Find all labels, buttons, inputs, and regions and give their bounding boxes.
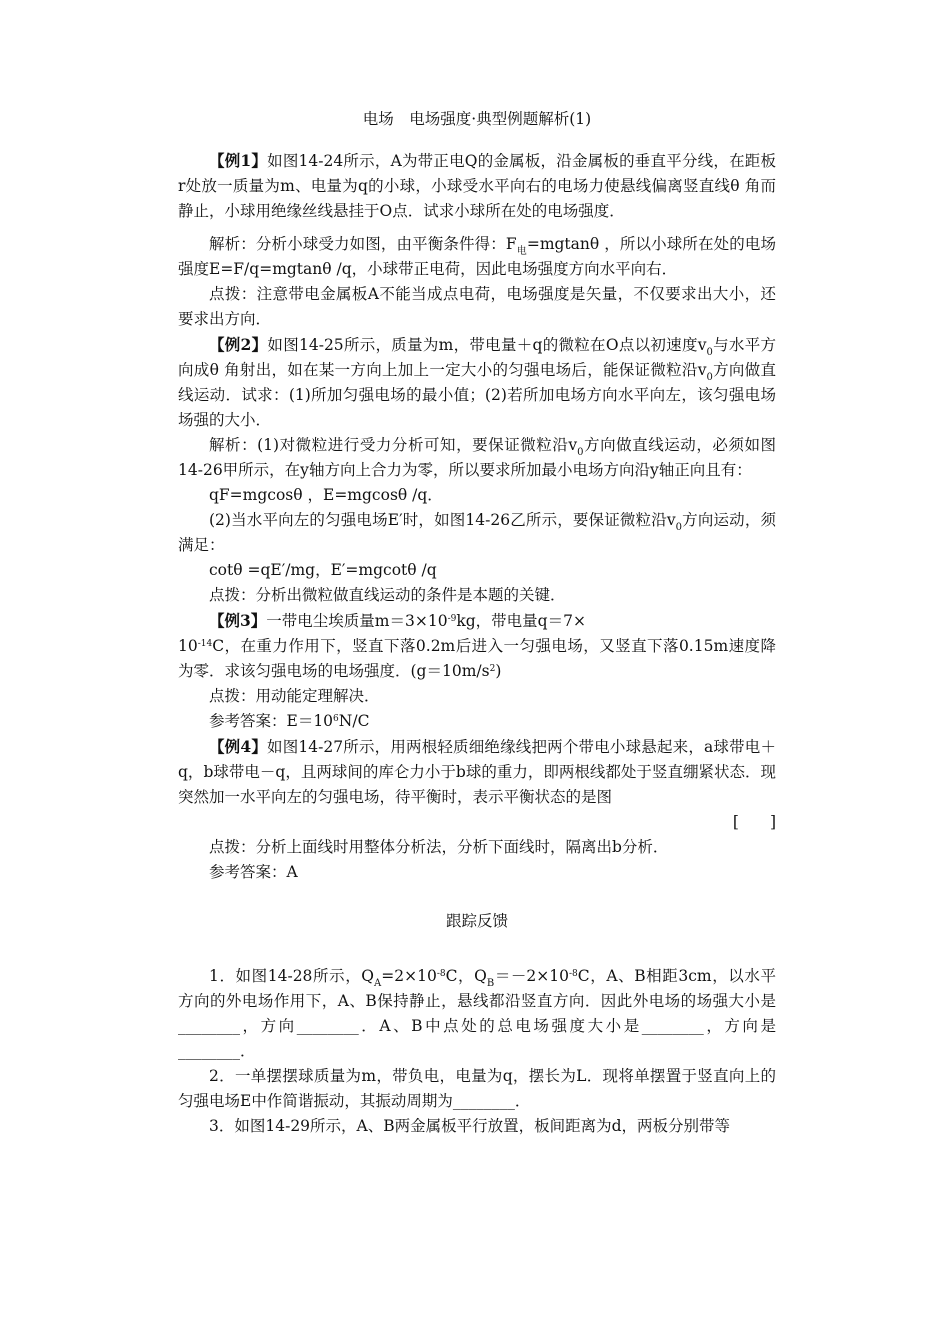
example-1-tip: 点拨：注意带电金属板A不能当成点电荷，电场强度是矢量，不仅要求出大小，还要求出方向． (178, 285, 776, 328)
example-3-problem-line-2 (178, 634, 776, 684)
example-3-answer (178, 709, 776, 734)
feedback-title: 跟踪反馈 (445, 912, 508, 930)
example-2-analysis-2 (178, 508, 776, 558)
document-page (178, 108, 776, 1139)
example-1-analysis-sub: 电 (516, 246, 527, 257)
fq1-e: C，A、B相距3cm，以水平方向的外电场作用下，A、B保持静止，悬线都沿竖直方向．因此外电场的场强大小是________，方向________．A、B中点处的总电场强度大小是________，方向是________． (178, 967, 776, 1060)
example-3-answer-exp: 6 (333, 714, 339, 724)
example-1-analysis-b: =mgtanθ ，所以小球所在处的电场强度E=F/q=mgtanθ /q，小球带正电荷，因此电场强度方向水平向右． (178, 235, 776, 278)
fq1-d: ＝－2×10 (494, 967, 569, 985)
example-3-problem-line-1 (178, 608, 776, 634)
example-2-text-b: 与水平方向成θ 角射出，如在某一方向上加上一定大小的匀强电场后，能保证微粒沿v (178, 336, 776, 379)
fq1-exp-2: -8 (568, 969, 578, 979)
fq1-c: C，Q (445, 967, 487, 985)
example-3-text-b: kg，带电量q＝7× (456, 612, 586, 630)
example-2-text-c: 方向做直线运动．试求：(1)所加匀强电场的最小值；(2)若所加电场方向水平向左，该匀强电场场强的大小． (178, 361, 776, 429)
feedback-question-2: 2．一单摆摆球质量为m，带负电，电量为q，摆长为L．现将单摆置于竖直向上的匀强电场E中作简谐振动，其振动周期为________． (178, 1067, 776, 1110)
fq1-a: 1．如图14-28所示，Q (209, 967, 375, 985)
example-2-sub-0c: 0 (577, 447, 584, 458)
example-1-problem (178, 148, 776, 224)
fq1-sub-b: B (486, 978, 495, 989)
fq1-exp-1: -8 (436, 969, 446, 979)
example-4-answer: 参考答案：A (209, 863, 298, 881)
example-2-heading: 【例2】 (209, 335, 268, 354)
feedback-question-3: 3．如图14-29所示，A、B两金属板平行放置，板间距离为d，两板分别带等 (209, 1117, 731, 1135)
example-3-heading: 【例3】 (209, 611, 267, 630)
example-1-text: 如图14-24所示，A为带正电Q的金属板，沿金属板的垂直平分线，在距板r处放一质量为m、电量为q的小球，小球受水平向右的电场力使悬线偏离竖直线θ 角而静止，小球用绝缘丝线悬挂于O点．试求小球所在处的电场强度． (178, 152, 776, 220)
example-3-line2-b: C，在重力作用下，竖直下落0.2m后进入一匀强电场，又竖直下落0.15m速度降为零．求该匀强电场的电场强度．(g＝10m/s (178, 637, 776, 680)
example-2-analysis-2-a: (2)当水平向左的匀强电场E′时，如图14-26乙所示，要保证微粒沿v (209, 511, 676, 529)
example-3-line2-a: 10 (178, 637, 198, 655)
example-1-analysis-a: 解析：分析小球受力如图，由平衡条件得：F (209, 235, 517, 253)
example-2-sub-0a: 0 (706, 347, 713, 358)
example-1-analysis (178, 232, 776, 282)
example-2-analysis-1-b: 方向做直线运动，必须如图14-26甲所示，在y轴方向上合力为零，所以要求所加最小电场方向沿y轴正向且有： (178, 436, 776, 479)
example-4-problem (178, 734, 776, 810)
example-2-formula-2: cotθ =qE′/mg，E′=mgcotθ /q (209, 561, 437, 579)
example-2-sub-0d: 0 (675, 522, 683, 533)
example-2-text-a: 如图14-25所示，质量为m，带电量＋q的微粒在O点以初速度v (267, 336, 707, 354)
page-title: 电场 电场强度·典型例题解析(1) (362, 110, 592, 128)
example-3-text-a: 一带电尘埃质量m＝3×10 (266, 612, 448, 630)
example-2-analysis-1-a: 解析：(1)对微粒进行受力分析可知，要保证微粒沿v (209, 436, 578, 454)
example-2-analysis-2-b: 方向运动，须满足： (178, 511, 776, 554)
fq1-b: =2×10 (381, 967, 437, 985)
example-1-heading: 【例1】 (209, 151, 268, 170)
example-2-problem (178, 332, 776, 433)
example-4-tip: 点拨：分析上面线时用整体分析法，分析下面线时，隔离出b分析． (209, 838, 669, 856)
example-3-exp-1: -9 (447, 614, 457, 624)
example-3-exp-2: -14 (197, 639, 213, 649)
example-2-tip: 点拨：分析出微粒做直线运动的条件是本题的关键． (209, 586, 566, 604)
fq1-sub-a: A (374, 978, 382, 989)
example-3-answer-a: 参考答案：E＝10 (209, 712, 334, 730)
example-4-text: 如图14-27所示，用两根轻质细绝缘线把两个带电小球悬起来，a球带电＋q，b球带电－q，且两球间的库仑力小于b球的重力，即两根线都处于竖直绷紧状态．现突然加一水平向左的匀强电场，待平衡时，表示平衡状态的是图 (178, 738, 776, 806)
example-3-tip: 点拨：用动能定理解决． (209, 687, 380, 705)
example-4-bracket: [ ] (732, 813, 776, 831)
example-2-sub-0b: 0 (706, 372, 713, 383)
feedback-question-1 (178, 964, 776, 1064)
example-2-analysis-1 (178, 433, 776, 483)
example-2-formula-1: qF=mgcosθ ，E=mgcosθ /q． (209, 486, 443, 504)
example-4-heading: 【例4】 (209, 737, 268, 756)
example-3-line2-c: ) (495, 662, 502, 680)
example-3-answer-b: N/C (338, 712, 370, 730)
example-3-exp-3: 2 (489, 664, 496, 674)
